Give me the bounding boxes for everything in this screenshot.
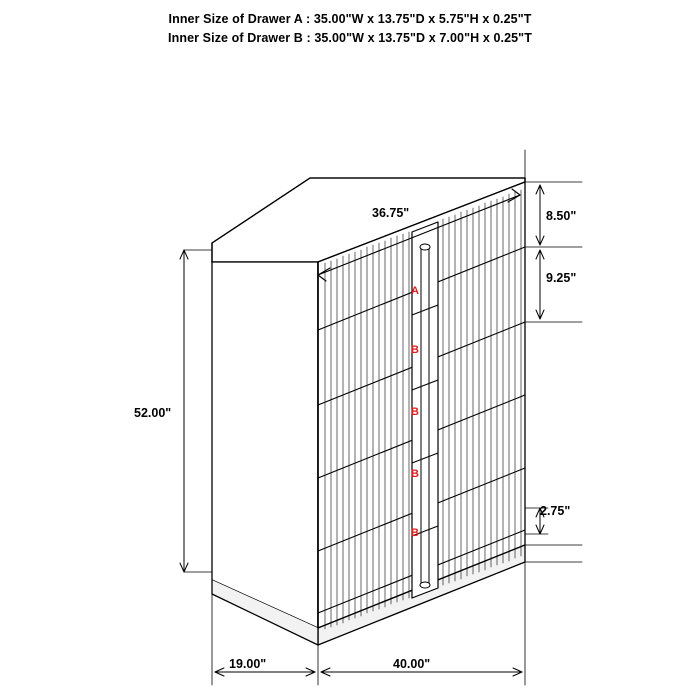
drawer-callout-b-1: B <box>411 344 419 356</box>
dim-label-top-drawer-height: 8.50" <box>546 209 577 223</box>
drawer-callout-b-2: B <box>411 406 419 418</box>
dim-label-second-drawer-height: 9.25" <box>546 271 577 285</box>
dim-label-width: 40.00" <box>393 657 431 671</box>
drawer-callout-b-3: B <box>411 468 419 480</box>
dim-label-base-height: 2.75" <box>540 504 571 518</box>
drawer-callout-b-4: B <box>411 527 419 539</box>
dim-label-top-width: 36.75" <box>372 206 410 220</box>
dim-label-total-height: 52.00" <box>134 406 172 420</box>
drawer-a-note: Inner Size of Drawer A : 35.00"W x 13.75"D x 5.75"H x 0.25"T <box>168 12 532 26</box>
cabinet-left-side <box>212 262 318 628</box>
dim-total-height <box>180 250 212 572</box>
drawer-callout-a: A <box>411 285 419 297</box>
drawer-b-note: Inner Size of Drawer B : 35.00"W x 13.75"D x 7.00"H x 0.25"T <box>168 31 532 45</box>
dim-label-depth: 19.00" <box>229 657 267 671</box>
